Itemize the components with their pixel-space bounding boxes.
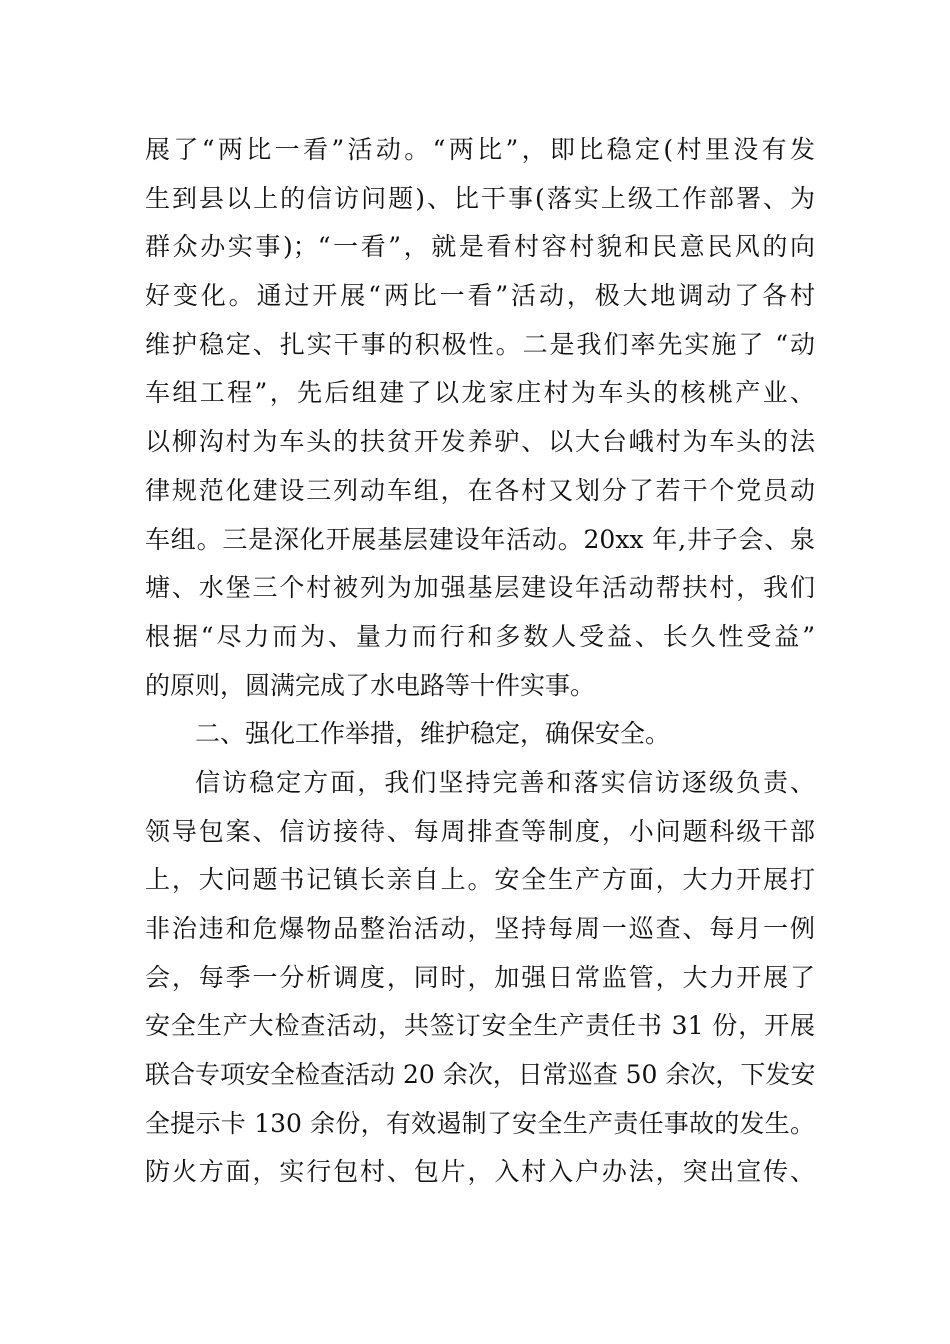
paragraph-first-line: 信访稳定方面，我们坚持完善和落实信访逐级负责、 <box>195 767 815 797</box>
text-line: 维护稳定、扎实干事的积极性。二是我们率先实施了 “动 <box>145 329 815 359</box>
text-line: 车组。三是深化开展基层建设年活动。20xx 年,井子会、泉 <box>145 524 815 554</box>
text-line: 生到县以上的信访问题)、比干事(落实上级工作部署、为 <box>145 183 815 213</box>
text-line: 以柳沟村为车头的扶贫开发养驴、以大台峨村为车头的法 <box>145 427 815 457</box>
text-line: 会，每季一分析调度，同时，加强日常监管，大力开展了 <box>145 962 815 992</box>
text-line: 展了“两比一看”活动。“两比”，即比稳定(村里没有发 <box>145 135 815 164</box>
body-text <box>145 126 815 1197</box>
text-line: 车组工程”，先后组建了以龙家庄村为车头的核桃产业、 <box>145 378 815 408</box>
section-heading: 二、强化工作举措，维护稳定，确保安全。 <box>195 719 671 749</box>
text-line: 安全生产大检查活动，共签订安全生产责任书 31 份，开展 <box>145 1011 815 1041</box>
text-line: 领导包案、信访接待、每周排查等制度，小问题科级干部 <box>145 816 815 846</box>
text-line: 根据“尽力而为、量力而行和多数人受益、长久性受益” <box>145 621 815 651</box>
text-line: 全提示卡 130 余份，有效遏制了安全生产责任事故的发生。 <box>145 1108 815 1138</box>
text-line: 非治违和危爆物品整治活动，坚持每周一巡查、每月一例 <box>145 914 815 943</box>
text-line: 联合专项安全检查活动 20 余次，日常巡查 50 余次，下发安 <box>145 1060 816 1090</box>
text-line: 好变化。通过开展“两比一看”活动，极大地调动了各村 <box>145 281 815 311</box>
text-line: 上，大问题书记镇长亲自上。安全生产方面，大力开展打 <box>145 865 815 895</box>
text-line: 群众办实事)；“一看”，就是看村容村貌和民意民风的向 <box>145 232 815 262</box>
paragraph-end-line: 的原则，圆满完成了水电路等十件实事。 <box>145 670 596 700</box>
text-line: 塘、水堡三个村被列为加强基层建设年活动帮扶村，我们 <box>145 573 815 603</box>
text-line: 防火方面，实行包村、包片，入村入户办法，突出宣传、 <box>145 1157 815 1187</box>
text-line: 律规范化建设三列动车组，在各村又划分了若干个党员动 <box>145 475 815 505</box>
